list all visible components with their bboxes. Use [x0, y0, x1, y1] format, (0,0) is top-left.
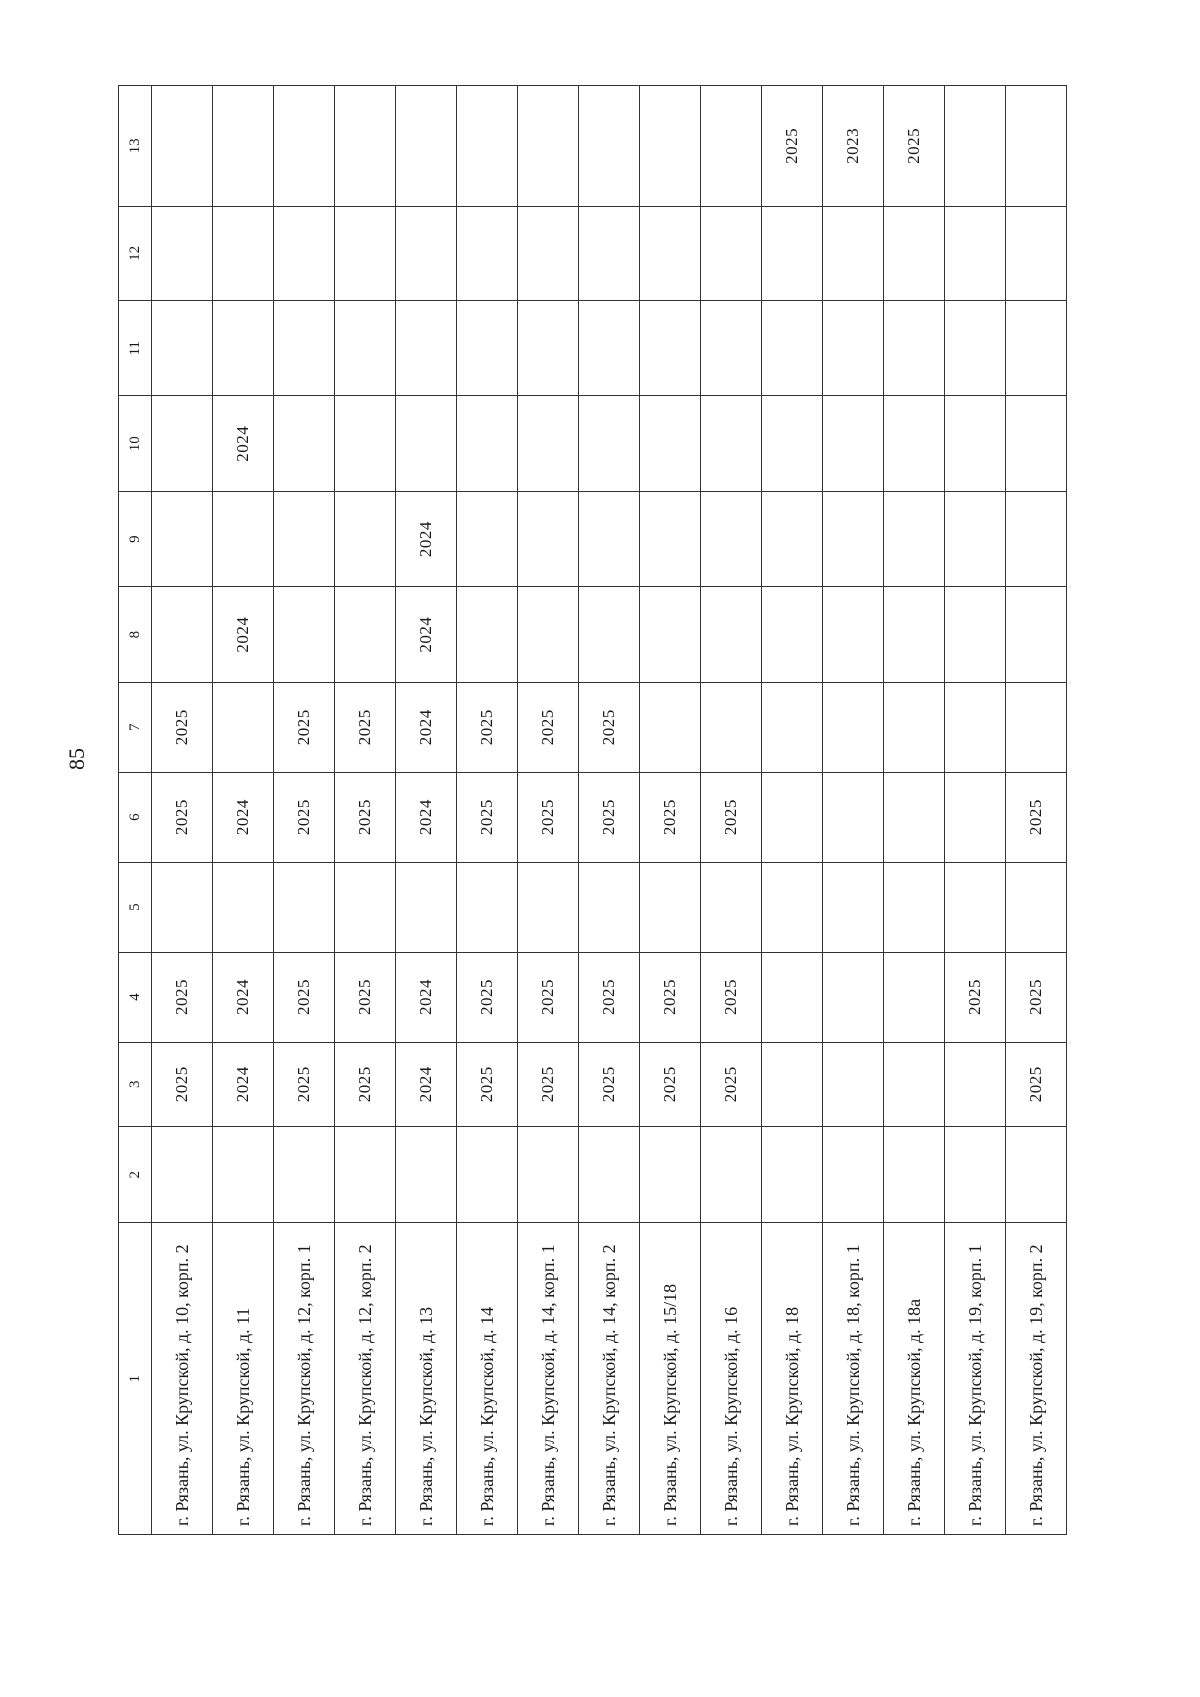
table-row	[945, 86, 1006, 1535]
year-cell: 2024	[396, 587, 457, 682]
empty-cell	[396, 206, 457, 300]
empty-cell	[213, 1126, 274, 1223]
year-cell: 2025	[152, 682, 213, 772]
year-cell: 2025	[701, 952, 762, 1042]
empty-cell	[945, 682, 1006, 772]
year-cell: 2025	[274, 952, 335, 1042]
year-cell: 2025	[1006, 772, 1067, 862]
empty-cell	[1006, 396, 1067, 491]
year-cell: 2023	[823, 86, 884, 207]
address-cell: г. Рязань, ул. Крупской, д. 12, корп. 1	[274, 1223, 335, 1535]
column-number-13: 13	[119, 86, 152, 207]
year-cell: 2025	[457, 772, 518, 862]
empty-cell	[823, 1126, 884, 1223]
column-number-11: 11	[119, 301, 152, 396]
empty-cell	[579, 301, 640, 396]
table-row	[274, 86, 335, 1535]
empty-cell	[396, 1126, 457, 1223]
empty-cell	[762, 862, 823, 952]
column-number-10: 10	[119, 396, 152, 491]
empty-cell	[823, 952, 884, 1042]
year-cell: 2025	[152, 952, 213, 1042]
empty-cell	[945, 396, 1006, 491]
empty-cell	[274, 86, 335, 207]
empty-cell	[884, 587, 945, 682]
empty-cell	[762, 772, 823, 862]
column-number-5: 5	[119, 862, 152, 952]
empty-cell	[762, 491, 823, 586]
empty-cell	[884, 772, 945, 862]
address-cell: г. Рязань, ул. Крупской, д. 11	[213, 1223, 274, 1535]
empty-cell	[579, 206, 640, 300]
table-row	[579, 86, 640, 1535]
year-cell: 2025	[274, 772, 335, 862]
empty-cell	[335, 1126, 396, 1223]
year-cell: 2025	[518, 952, 579, 1042]
year-cell: 2025	[640, 772, 701, 862]
empty-cell	[640, 206, 701, 300]
empty-cell	[213, 682, 274, 772]
empty-cell	[823, 206, 884, 300]
year-cell: 2025	[518, 772, 579, 862]
column-number-1: 1	[119, 1223, 152, 1535]
empty-cell	[213, 491, 274, 586]
empty-cell	[457, 587, 518, 682]
column-number-12: 12	[119, 206, 152, 300]
year-cell: 2025	[457, 682, 518, 772]
year-cell: 2025	[518, 682, 579, 772]
table-row	[335, 86, 396, 1535]
year-cell: 2025	[1006, 1042, 1067, 1126]
empty-cell	[518, 862, 579, 952]
empty-cell	[762, 396, 823, 491]
empty-cell	[213, 206, 274, 300]
empty-cell	[762, 1126, 823, 1223]
empty-cell	[945, 1126, 1006, 1223]
empty-cell	[640, 587, 701, 682]
year-cell: 2025	[274, 1042, 335, 1126]
year-cell: 2025	[701, 1042, 762, 1126]
table-row	[1006, 86, 1067, 1535]
address-cell: г. Рязань, ул. Крупской, д. 18а	[884, 1223, 945, 1535]
empty-cell	[762, 1042, 823, 1126]
empty-cell	[579, 491, 640, 586]
empty-cell	[518, 206, 579, 300]
empty-cell	[945, 587, 1006, 682]
empty-cell	[945, 862, 1006, 952]
empty-cell	[518, 301, 579, 396]
table-row	[762, 86, 823, 1535]
empty-cell	[701, 587, 762, 682]
year-cell: 2025	[335, 682, 396, 772]
empty-cell	[396, 396, 457, 491]
column-number-7: 7	[119, 682, 152, 772]
empty-cell	[518, 491, 579, 586]
column-number-3: 3	[119, 1042, 152, 1126]
empty-cell	[213, 301, 274, 396]
empty-cell	[945, 206, 1006, 300]
empty-cell	[335, 587, 396, 682]
empty-cell	[152, 206, 213, 300]
empty-cell	[884, 682, 945, 772]
empty-cell	[579, 396, 640, 491]
table-row	[823, 86, 884, 1535]
empty-cell	[274, 491, 335, 586]
empty-cell	[152, 862, 213, 952]
address-cell: г. Рязань, ул. Крупской, д. 16	[701, 1223, 762, 1535]
year-cell: 2025	[579, 952, 640, 1042]
empty-cell	[701, 862, 762, 952]
empty-cell	[701, 491, 762, 586]
empty-cell	[457, 862, 518, 952]
empty-cell	[152, 396, 213, 491]
empty-cell	[762, 587, 823, 682]
empty-cell	[152, 301, 213, 396]
empty-cell	[213, 862, 274, 952]
year-cell: 2025	[335, 1042, 396, 1126]
year-cell: 2024	[396, 1042, 457, 1126]
address-cell: г. Рязань, ул. Крупской, д. 10, корп. 2	[152, 1223, 213, 1535]
empty-cell	[823, 772, 884, 862]
empty-cell	[457, 396, 518, 491]
year-cell: 2025	[457, 1042, 518, 1126]
year-cell: 2025	[518, 1042, 579, 1126]
empty-cell	[884, 396, 945, 491]
year-cell: 2025	[579, 1042, 640, 1126]
empty-cell	[457, 1126, 518, 1223]
empty-cell	[823, 396, 884, 491]
empty-cell	[579, 862, 640, 952]
empty-cell	[1006, 491, 1067, 586]
empty-cell	[640, 301, 701, 396]
empty-cell	[335, 396, 396, 491]
year-cell: 2025	[335, 772, 396, 862]
empty-cell	[457, 86, 518, 207]
empty-cell	[945, 301, 1006, 396]
address-cell: г. Рязань, ул. Крупской, д. 18	[762, 1223, 823, 1535]
empty-cell	[640, 862, 701, 952]
schedule-table	[118, 85, 1067, 1535]
empty-cell	[823, 491, 884, 586]
empty-cell	[701, 86, 762, 207]
year-cell: 2025	[1006, 952, 1067, 1042]
address-cell: г. Рязань, ул. Крупской, д. 13	[396, 1223, 457, 1535]
empty-cell	[823, 862, 884, 952]
empty-cell	[1006, 587, 1067, 682]
year-cell: 2025	[579, 772, 640, 862]
year-cell: 2024	[396, 952, 457, 1042]
empty-cell	[335, 206, 396, 300]
empty-cell	[945, 772, 1006, 862]
empty-cell	[213, 86, 274, 207]
empty-cell	[274, 206, 335, 300]
year-cell: 2025	[701, 772, 762, 862]
address-cell: г. Рязань, ул. Крупской, д. 14, корп. 2	[579, 1223, 640, 1535]
empty-cell	[396, 86, 457, 207]
year-cell: 2024	[213, 772, 274, 862]
empty-cell	[274, 301, 335, 396]
empty-cell	[518, 1126, 579, 1223]
year-cell: 2025	[579, 682, 640, 772]
column-number-4: 4	[119, 952, 152, 1042]
year-cell: 2024	[213, 1042, 274, 1126]
empty-cell	[884, 1126, 945, 1223]
empty-cell	[1006, 206, 1067, 300]
empty-cell	[335, 862, 396, 952]
empty-cell	[823, 1042, 884, 1126]
empty-cell	[396, 862, 457, 952]
year-cell: 2025	[762, 86, 823, 207]
column-number-8: 8	[119, 587, 152, 682]
page-number: 85	[64, 748, 89, 770]
year-cell: 2025	[152, 1042, 213, 1126]
empty-cell	[152, 491, 213, 586]
empty-cell	[884, 301, 945, 396]
empty-cell	[579, 86, 640, 207]
empty-cell	[1006, 301, 1067, 396]
table-row	[213, 86, 274, 1535]
empty-cell	[152, 86, 213, 207]
table-row	[701, 86, 762, 1535]
empty-cell	[701, 206, 762, 300]
empty-cell	[640, 491, 701, 586]
empty-cell	[274, 1126, 335, 1223]
empty-cell	[1006, 86, 1067, 207]
empty-cell	[701, 682, 762, 772]
empty-cell	[701, 301, 762, 396]
empty-cell	[1006, 682, 1067, 772]
year-cell: 2025	[640, 1042, 701, 1126]
address-cell: г. Рязань, ул. Крупской, д. 19, корп. 2	[1006, 1223, 1067, 1535]
table-row	[396, 86, 457, 1535]
address-cell: г. Рязань, ул. Крупской, д. 14, корп. 1	[518, 1223, 579, 1535]
rotated-table-container	[118, 85, 1067, 1535]
empty-cell	[457, 301, 518, 396]
year-cell: 2024	[396, 491, 457, 586]
address-cell: г. Рязань, ул. Крупской, д. 14	[457, 1223, 518, 1535]
empty-cell	[1006, 862, 1067, 952]
year-cell: 2024	[396, 772, 457, 862]
table-row	[152, 86, 213, 1535]
empty-cell	[274, 862, 335, 952]
empty-cell	[823, 682, 884, 772]
table-row	[457, 86, 518, 1535]
empty-cell	[335, 86, 396, 207]
header-row	[119, 86, 152, 1535]
table-row	[640, 86, 701, 1535]
column-number-9: 9	[119, 491, 152, 586]
empty-cell	[823, 301, 884, 396]
year-cell: 2025	[152, 772, 213, 862]
empty-cell	[579, 587, 640, 682]
address-cell: г. Рязань, ул. Крупской, д. 19, корп. 1	[945, 1223, 1006, 1535]
empty-cell	[335, 491, 396, 586]
empty-cell	[701, 396, 762, 491]
empty-cell	[701, 1126, 762, 1223]
table-row	[884, 86, 945, 1535]
year-cell: 2025	[274, 682, 335, 772]
empty-cell	[518, 587, 579, 682]
empty-cell	[640, 682, 701, 772]
address-cell: г. Рязань, ул. Крупской, д. 18, корп. 1	[823, 1223, 884, 1535]
empty-cell	[274, 396, 335, 491]
empty-cell	[823, 587, 884, 682]
empty-cell	[152, 1126, 213, 1223]
empty-cell	[884, 206, 945, 300]
column-number-6: 6	[119, 772, 152, 862]
year-cell: 2024	[213, 396, 274, 491]
empty-cell	[457, 206, 518, 300]
year-cell: 2025	[884, 86, 945, 207]
empty-cell	[152, 587, 213, 682]
empty-cell	[396, 301, 457, 396]
empty-cell	[945, 491, 1006, 586]
empty-cell	[457, 491, 518, 586]
empty-cell	[762, 952, 823, 1042]
empty-cell	[762, 682, 823, 772]
year-cell: 2025	[335, 952, 396, 1042]
table-row	[518, 86, 579, 1535]
year-cell: 2025	[457, 952, 518, 1042]
year-cell: 2024	[213, 952, 274, 1042]
empty-cell	[518, 396, 579, 491]
empty-cell	[335, 301, 396, 396]
empty-cell	[884, 1042, 945, 1126]
year-cell: 2024	[396, 682, 457, 772]
year-cell: 2025	[945, 952, 1006, 1042]
empty-cell	[884, 862, 945, 952]
empty-cell	[579, 1126, 640, 1223]
address-cell: г. Рязань, ул. Крупской, д. 12, корп. 2	[335, 1223, 396, 1535]
empty-cell	[640, 1126, 701, 1223]
empty-cell	[640, 396, 701, 491]
year-cell: 2025	[640, 952, 701, 1042]
empty-cell	[640, 86, 701, 207]
year-cell: 2024	[213, 587, 274, 682]
empty-cell	[884, 491, 945, 586]
empty-cell	[945, 86, 1006, 207]
empty-cell	[945, 1042, 1006, 1126]
column-number-2: 2	[119, 1126, 152, 1223]
empty-cell	[762, 206, 823, 300]
empty-cell	[884, 952, 945, 1042]
empty-cell	[762, 301, 823, 396]
empty-cell	[1006, 1126, 1067, 1223]
address-cell: г. Рязань, ул. Крупской, д. 15/18	[640, 1223, 701, 1535]
empty-cell	[518, 86, 579, 207]
empty-cell	[274, 587, 335, 682]
